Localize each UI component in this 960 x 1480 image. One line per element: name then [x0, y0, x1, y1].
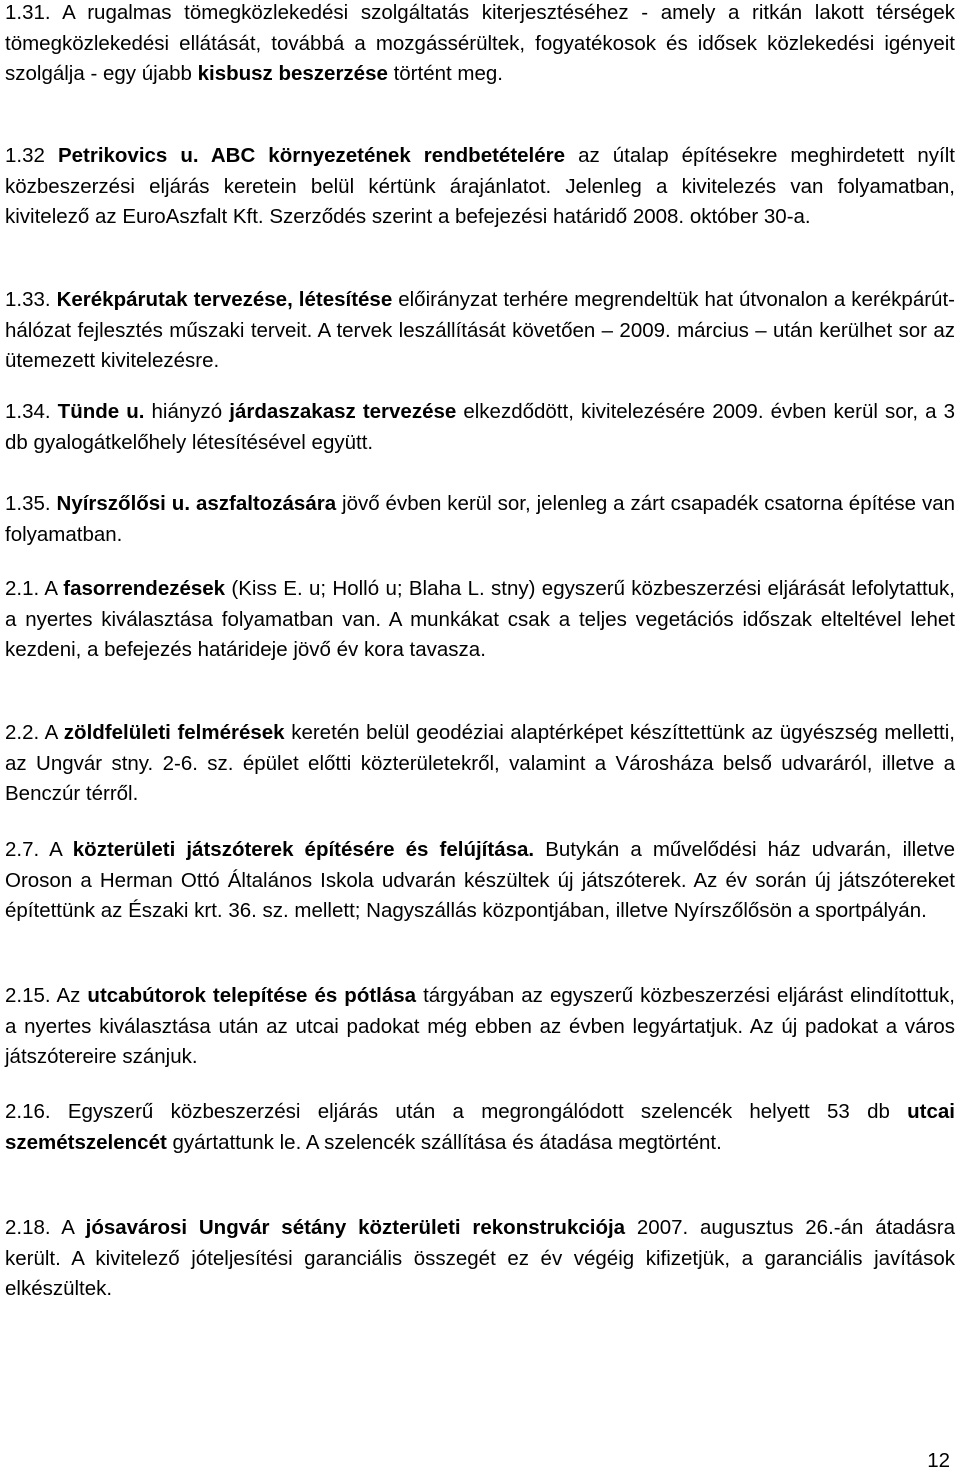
bold-text-run: közterületi játszóterek építésére és felújítása.	[72, 838, 535, 861]
paragraph-2-18	[5, 1213, 955, 1305]
paragraph-2-7	[5, 835, 955, 927]
text-run: (Kiss E. u; Holló u; Blaha L. stny) egyszerű közbeszerzési eljárását lefolytattuk, a nyertes kiválasztása folyamatban van. A munkákat csak a teljes vegetációs időszak elteltével lehet kezdeni, a befejezés határideje jövő év kora tavasza.	[5, 577, 956, 662]
text-run: tárgyában az egyszerű közbeszerzési eljárást elindítottuk, a nyertes kiválasztása után az utcai padokat még ebben az évben legyártatjuk. Az új padokat a város játszótereire szánjuk.	[5, 984, 955, 1069]
paragraph-2-15	[5, 981, 955, 1073]
page-number: 12	[927, 1449, 950, 1472]
text-run: 1.32	[5, 144, 58, 167]
text-run: előirányzat terhére megrendeltük hat útvonalon a kerékpárút-hálózat fejlesztés műszaki terveit. A tervek leszállítását követően – 2009. március – után kerülhet sor az ütemezett kivitelezésre.	[5, 288, 955, 373]
bold-text-run: Kerékpárutak tervezése, létesítése	[56, 288, 393, 311]
text-run: keretén belül geodéziai alaptérképet készíttettünk az ügyészség melletti, az Ungvár stny. 2-6. sz. épület előtti közterületekről, valamint a Városháza belső udvaráról, illetve a Benczúr térről.	[5, 721, 956, 806]
bold-text-run: kisbusz beszerzése	[197, 62, 388, 86]
text-run: 2.16. Egyszerű közbeszerzési eljárás után a megrongálódott szelencék helyett 53 db	[5, 1100, 908, 1123]
text-run: az útalap építésekre meghirdetett nyílt közbeszerzési eljárás keretein belül kértünk árajánlatot. Jelenleg a kivitelezés van folyamatban, kivitelező az EuroAszfalt Kft. Szerződés szerint a befejezési határidő 2008. október 30-a.	[5, 144, 955, 229]
paragraph-2-2	[5, 718, 955, 810]
paragraph-2-1	[5, 574, 955, 666]
bold-text-run: zöldfelületi felmérések	[63, 721, 285, 744]
paragraph-1-31	[5, 0, 955, 90]
bold-text-run: jósavárosi Ungvár sétány közterületi rekonstrukciója	[85, 1216, 626, 1239]
paragraph-1-33	[5, 285, 955, 377]
text-run: 1.34.	[5, 400, 58, 423]
bold-text-run: utcabútorok telepítése és pótlása	[87, 984, 417, 1007]
bold-text-run: Petrikovics u. ABC környezetének rendbetételére	[57, 144, 566, 167]
paragraph-1-34	[5, 397, 955, 458]
text-run: 2.2. A	[5, 721, 64, 744]
text-run: 2.18. A	[5, 1216, 86, 1239]
text-run: jövő évben kerül sor, jelenleg a zárt csapadék csatorna építése van folyamatban.	[5, 492, 956, 546]
text-run: 2.15. Az	[5, 984, 88, 1007]
bold-text-run: fasorrendezések	[63, 577, 226, 600]
text-run: történt meg.	[387, 62, 503, 86]
bold-text-run: Tünde u.	[57, 400, 145, 423]
text-run: 2007. augusztus 26.-án átadásra került. A kivitelező jóteljesítési garanciális összegét ez év végéig kifizetjük, a garanciális javítások elkészültek.	[5, 1216, 955, 1301]
text-run: hiányzó	[144, 400, 230, 423]
paragraph-1-32	[5, 141, 955, 233]
text-run: Butykán a művelődési ház udvarán, illetve Oroson a Herman Ottó Általános Iskola udvarán készültek új játszóterek. Az év során új játszótereket építettünk az Északi krt. 36. sz. mellett; Nagyszállás központjában, illetve Nyírszőlősön a sportpályán.	[5, 838, 955, 923]
text-run: 1.35.	[5, 492, 57, 515]
text-run: 2.7. A	[5, 838, 73, 861]
text-run: 1.33.	[5, 288, 57, 311]
bold-text-run: aszfaltozására	[195, 492, 337, 515]
text-run: 1.31. A rugalmas tömegközlekedési szolgáltatás kiterjesztéséhez - amely a ritkán lakott térségek tömegközlekedési ellátását, továbbá a mozgássérültek, fogyatékosok és idősek közlekedési igényeit szolgálja - egy újabb	[5, 1, 955, 86]
text-run: 2.1. A	[5, 577, 64, 600]
paragraph-2-16	[5, 1097, 955, 1158]
text-run: gyártattunk le. A szelencék szállítása és átadása megtörtént.	[166, 1130, 722, 1154]
bold-text-run: Nyírszőlősi u.	[56, 492, 191, 515]
bold-text-run: járdaszakasz tervezése	[229, 400, 457, 423]
paragraph-1-35	[5, 489, 955, 550]
text-run: elkezdődött, kivitelezésére 2009. évben kerül sor, a 3 db gyalogátkelőhely létesítésével együtt.	[5, 400, 955, 454]
bold-text-run: utcai szemétszelencét	[5, 1100, 955, 1154]
